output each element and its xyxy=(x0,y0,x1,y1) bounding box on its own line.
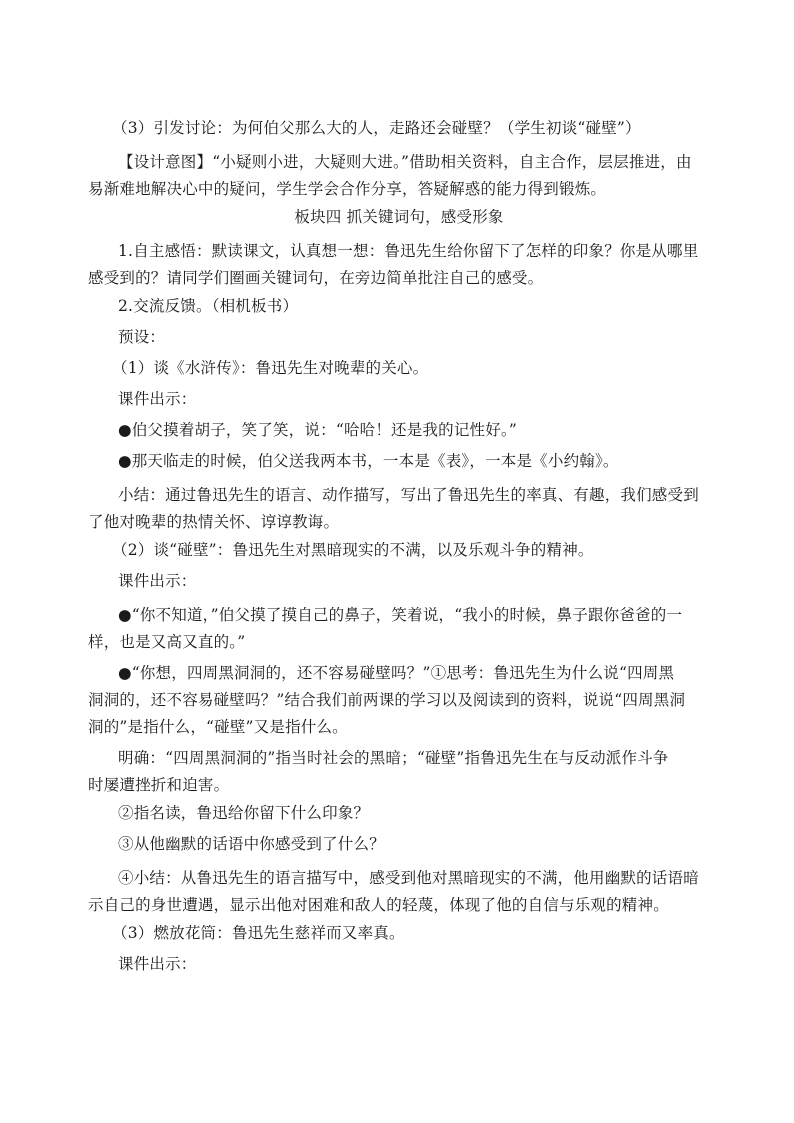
quote-bullet-1: ●伯父摸着胡子，笑了笑，说：“哈哈！还是我的记性好。” xyxy=(118,421,518,439)
quote-3-line-1: ●“你不知道，”伯父摸了摸自己的鼻子，笑着说，“我小的时候，鼻子跟你爸爸的一 xyxy=(118,606,683,624)
preset-label: 预设： xyxy=(118,328,166,346)
clarification-line-1: 明确：“四周黑洞洞的”指当时社会的黑暗；“碰壁”指鲁迅先生在与反动派作斗争 xyxy=(118,749,669,767)
feedback-item: 2.交流反馈。（相机板书） xyxy=(118,297,299,315)
self-study-line-2: 感受到的？请同学们圈画关键词句，在旁边简单批注自己的感受。 xyxy=(88,269,544,287)
design-intent-paragraph xyxy=(88,149,710,203)
step-4-line-2: 示自己的身世遭遇，显示出他对困难和敌人的轻蔑，体现了他的自信与乐观的精神。 xyxy=(88,896,669,914)
clarification-paragraph xyxy=(88,745,710,799)
courseware-label-2: 课件出示： xyxy=(118,572,197,590)
talk-point-2: （2）谈“碰壁”：鲁迅先生对黑暗现实的不满，以及乐观斗争的精神。 xyxy=(112,541,594,559)
summary-paragraph-1 xyxy=(88,482,710,536)
step-4-summary xyxy=(88,865,710,919)
section-heading: 板块四 抓关键词句，感受形象 xyxy=(294,208,504,226)
quote-bullet-4 xyxy=(88,660,710,741)
quote-bullet-3 xyxy=(88,602,710,656)
summary-1-line-2: 了他对晚辈的热情关怀、谆谆教诲。 xyxy=(88,513,340,531)
discussion-point-3: （3）引发讨论：为何伯父那么大的人，走路还会碰壁？（学生初谈“碰壁”） xyxy=(112,119,641,137)
design-intent-line-1: 【设计意图】“小疑则小进，大疑则大进。”借助相关资料，自主合作，层层推进，由 xyxy=(118,153,692,171)
document-body xyxy=(88,118,710,985)
quote-4-line-3: 洞的”是指什么，“碰壁”又是指什么。 xyxy=(88,718,348,736)
quote-4-line-2: 洞洞的，还不容易碰壁吗？”结合我们前两课的学习以及阅读到的资料，说说“四周黑洞 xyxy=(88,691,686,709)
clarification-line-2: 时屡遭挫折和迫害。 xyxy=(88,776,230,794)
quote-bullet-2: ●那天临走的时候，伯父送我两本书，一本是《表》，一本是《小约翰》。 xyxy=(118,452,619,470)
self-study-paragraph xyxy=(88,238,710,292)
quote-3-line-2: 样，也是又高又直的。” xyxy=(88,633,246,651)
design-intent-line-2: 易渐难地解决心中的疑问，学生学会合作分享，答疑解惑的能力得到锻炼。 xyxy=(88,180,607,198)
talk-point-3: （3）燃放花筒：鲁迅先生慈祥而又率真。 xyxy=(112,924,405,942)
self-study-line-1: 1.自主感悟：默读课文，认真想一想：鲁迅先生给你留下了怎样的印象？你是从哪里 xyxy=(118,242,699,260)
step-4-line-1: ④小结：从鲁迅先生的语言描写中，感受到他对黑暗现实的不满，他用幽默的话语暗 xyxy=(118,869,699,887)
talk-point-1: （1）谈《水浒传》：鲁迅先生对晚辈的关心。 xyxy=(112,359,429,377)
courseware-label-3: 课件出示： xyxy=(118,955,197,973)
courseware-label-1: 课件出示： xyxy=(118,390,197,408)
step-3: ③从他幽默的话语中你感受到了什么？ xyxy=(118,835,385,853)
quote-4-line-1: ●“你想，四周黑洞洞的，还不容易碰壁吗？”①思考：鲁迅先生为什么说“四周黑 xyxy=(118,664,675,682)
summary-1-line-1: 小结：通过鲁迅先生的语言、动作描写，写出了鲁迅先生的率真、有趣，我们感受到 xyxy=(118,486,699,504)
step-2: ②指名读，鲁迅给你留下什么印象？ xyxy=(118,804,370,822)
